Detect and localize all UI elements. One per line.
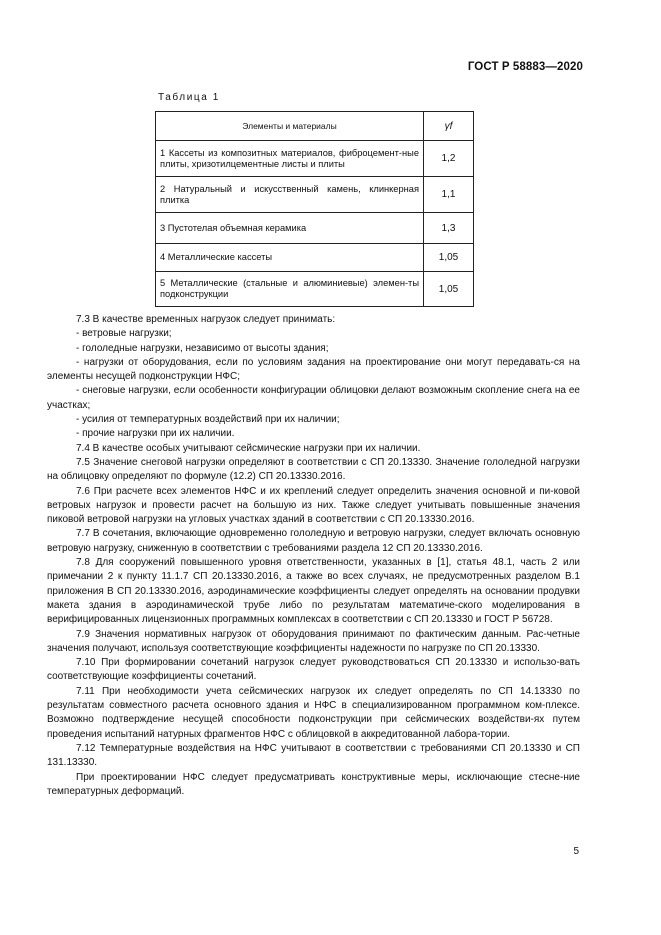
document-code: ГОСТ Р 58883—2020: [467, 61, 583, 73]
table-cell-element: 4 Металлические кассеты: [156, 244, 424, 272]
paragraph-7-8: 7.8 Для сооружений повышенного уровня ответственности, указанных в [1], статья 48.1, часть 2 или примечании 2 к пункту 11.1.7 СП 20.13330.2016, а также во всех случаях, не предусмотренных разделом В.1 приложения В СП 20.13330.2016, аэродинамические коэффициенты следует определять на основании продувки макета здания в аэродинамической трубе либо по результатам математиче-ского моделирования в верифицированных лицензионных программных комплексах в соответствии с СП 20.13330 и ГОСТ Р 56728.: [47, 557, 580, 626]
list-item: - прочие нагрузки при их наличии.: [76, 428, 235, 440]
paragraph-7-9: 7.9 Значения нормативных нагрузок от оборудования принимают по фактическим данным. Рас-четные значения получают, используя соответствующие коэффициенты надежности по нагрузке по СП 20.13330.: [47, 628, 580, 654]
column-header-gamma: γf: [424, 112, 474, 141]
coefficient-table: [155, 111, 474, 307]
table-row: [156, 213, 474, 244]
list-item: - усилия от температурных воздействий при их наличии;: [76, 414, 340, 426]
page-number: 5: [573, 846, 579, 857]
paragraph-7-11: 7.11 При необходимости учета сейсмических нагрузок их следует определять по СП 14.13330 по результатам совместного расчета основного здания и НФС в специализированном программном ком-плексе. Возможно подтверждение несущей способности подконструкции при сейсмических воздействи-ях путем проведения испытаний натурных фрагментов НФС с облицовкой в аккредитованной лабора-тории.: [47, 685, 580, 740]
table-row: [156, 272, 474, 307]
paragraph-7-6: 7.6 При расчете всех элементов НФС и их креплений следует определить значения основной и пи-ковой ветровых нагрузок и провести расчет на большую из них. Также следует учитывать повышенные значения пиковой ветровой нагрузки на угловых участках зданий в соответствии с СП 20.13330.2016.: [47, 485, 580, 526]
column-header-elements: Элементы и материалы: [156, 112, 424, 141]
table-row: [156, 141, 474, 177]
table-cell-value: 1,1: [424, 177, 474, 213]
table-cell-value: 1,05: [424, 272, 474, 307]
table-cell-value: 1,2: [424, 141, 474, 177]
table-cell-value: 1,3: [424, 213, 474, 244]
table-row: [156, 244, 474, 272]
paragraph-7-5: 7.5 Значение снеговой нагрузки определяют в соответствии с СП 20.13330. Значение гололедной нагрузки на облицовку определяют по формуле (12.2) СП 20.13330.2016.: [47, 456, 580, 483]
body-text: [47, 313, 580, 799]
table-cell-element: 5 Металлические (стальные и алюминиевые) элемен-ты подконструкции: [156, 272, 424, 307]
table-header-row: [156, 112, 474, 141]
table-row: [156, 177, 474, 213]
list-item: - гололедные нагрузки, независимо от высоты здания;: [76, 342, 329, 354]
table-cell-element: 3 Пустотелая объемная керамика: [156, 213, 424, 244]
paragraph-7-4: 7.4 В качестве особых учитывают сейсмические нагрузки при их наличии.: [76, 442, 421, 454]
table-cell-value: 1,05: [424, 244, 474, 272]
list-item: - ветровые нагрузки;: [76, 328, 172, 340]
paragraph-final: При проектировании НФС следует предусматривать конструктивные меры, исключающие стесне-ние температурных деформаций.: [47, 771, 580, 797]
table-cell-element: 2 Натуральный и искусственный камень, клинкерная плитка: [156, 177, 424, 213]
paragraph-7-12: 7.12 Температурные воздействия на НФС учитывают в соответствии с требованиями СП 20.13330 и СП 131.13330.: [47, 742, 580, 769]
paragraph-7-7: 7.7 В сочетания, включающие одновременно гололедную и ветровую нагрузки, следует включать основную ветровую нагрузку, сниженную в соответствии с требованиями раздела 12 СП 20.13330.2016.: [47, 528, 580, 554]
list-item: - снеговые нагрузки, если особенности конфигурации облицовки делают возможным скопление снега на ее участках;: [47, 385, 580, 411]
paragraph-7-3: 7.3 В качестве временных нагрузок следует принимать:: [76, 314, 336, 325]
table-caption: Таблица 1: [158, 92, 220, 103]
paragraph-7-10: 7.10 При формировании сочетаний нагрузок следует руководствоваться СП 20.13330 и использо-вать соответствующие коэффициенты сочетаний.: [47, 657, 580, 683]
list-item: - нагрузки от оборудования, если по условиям задания на проектирование они могут передавать-ся на элементы несущей подконструкции НФС;: [47, 356, 580, 383]
table-cell-element: 1 Кассеты из композитных материалов, фиброцемент-ные плиты, хризотилцементные листы и плиты: [156, 141, 424, 177]
